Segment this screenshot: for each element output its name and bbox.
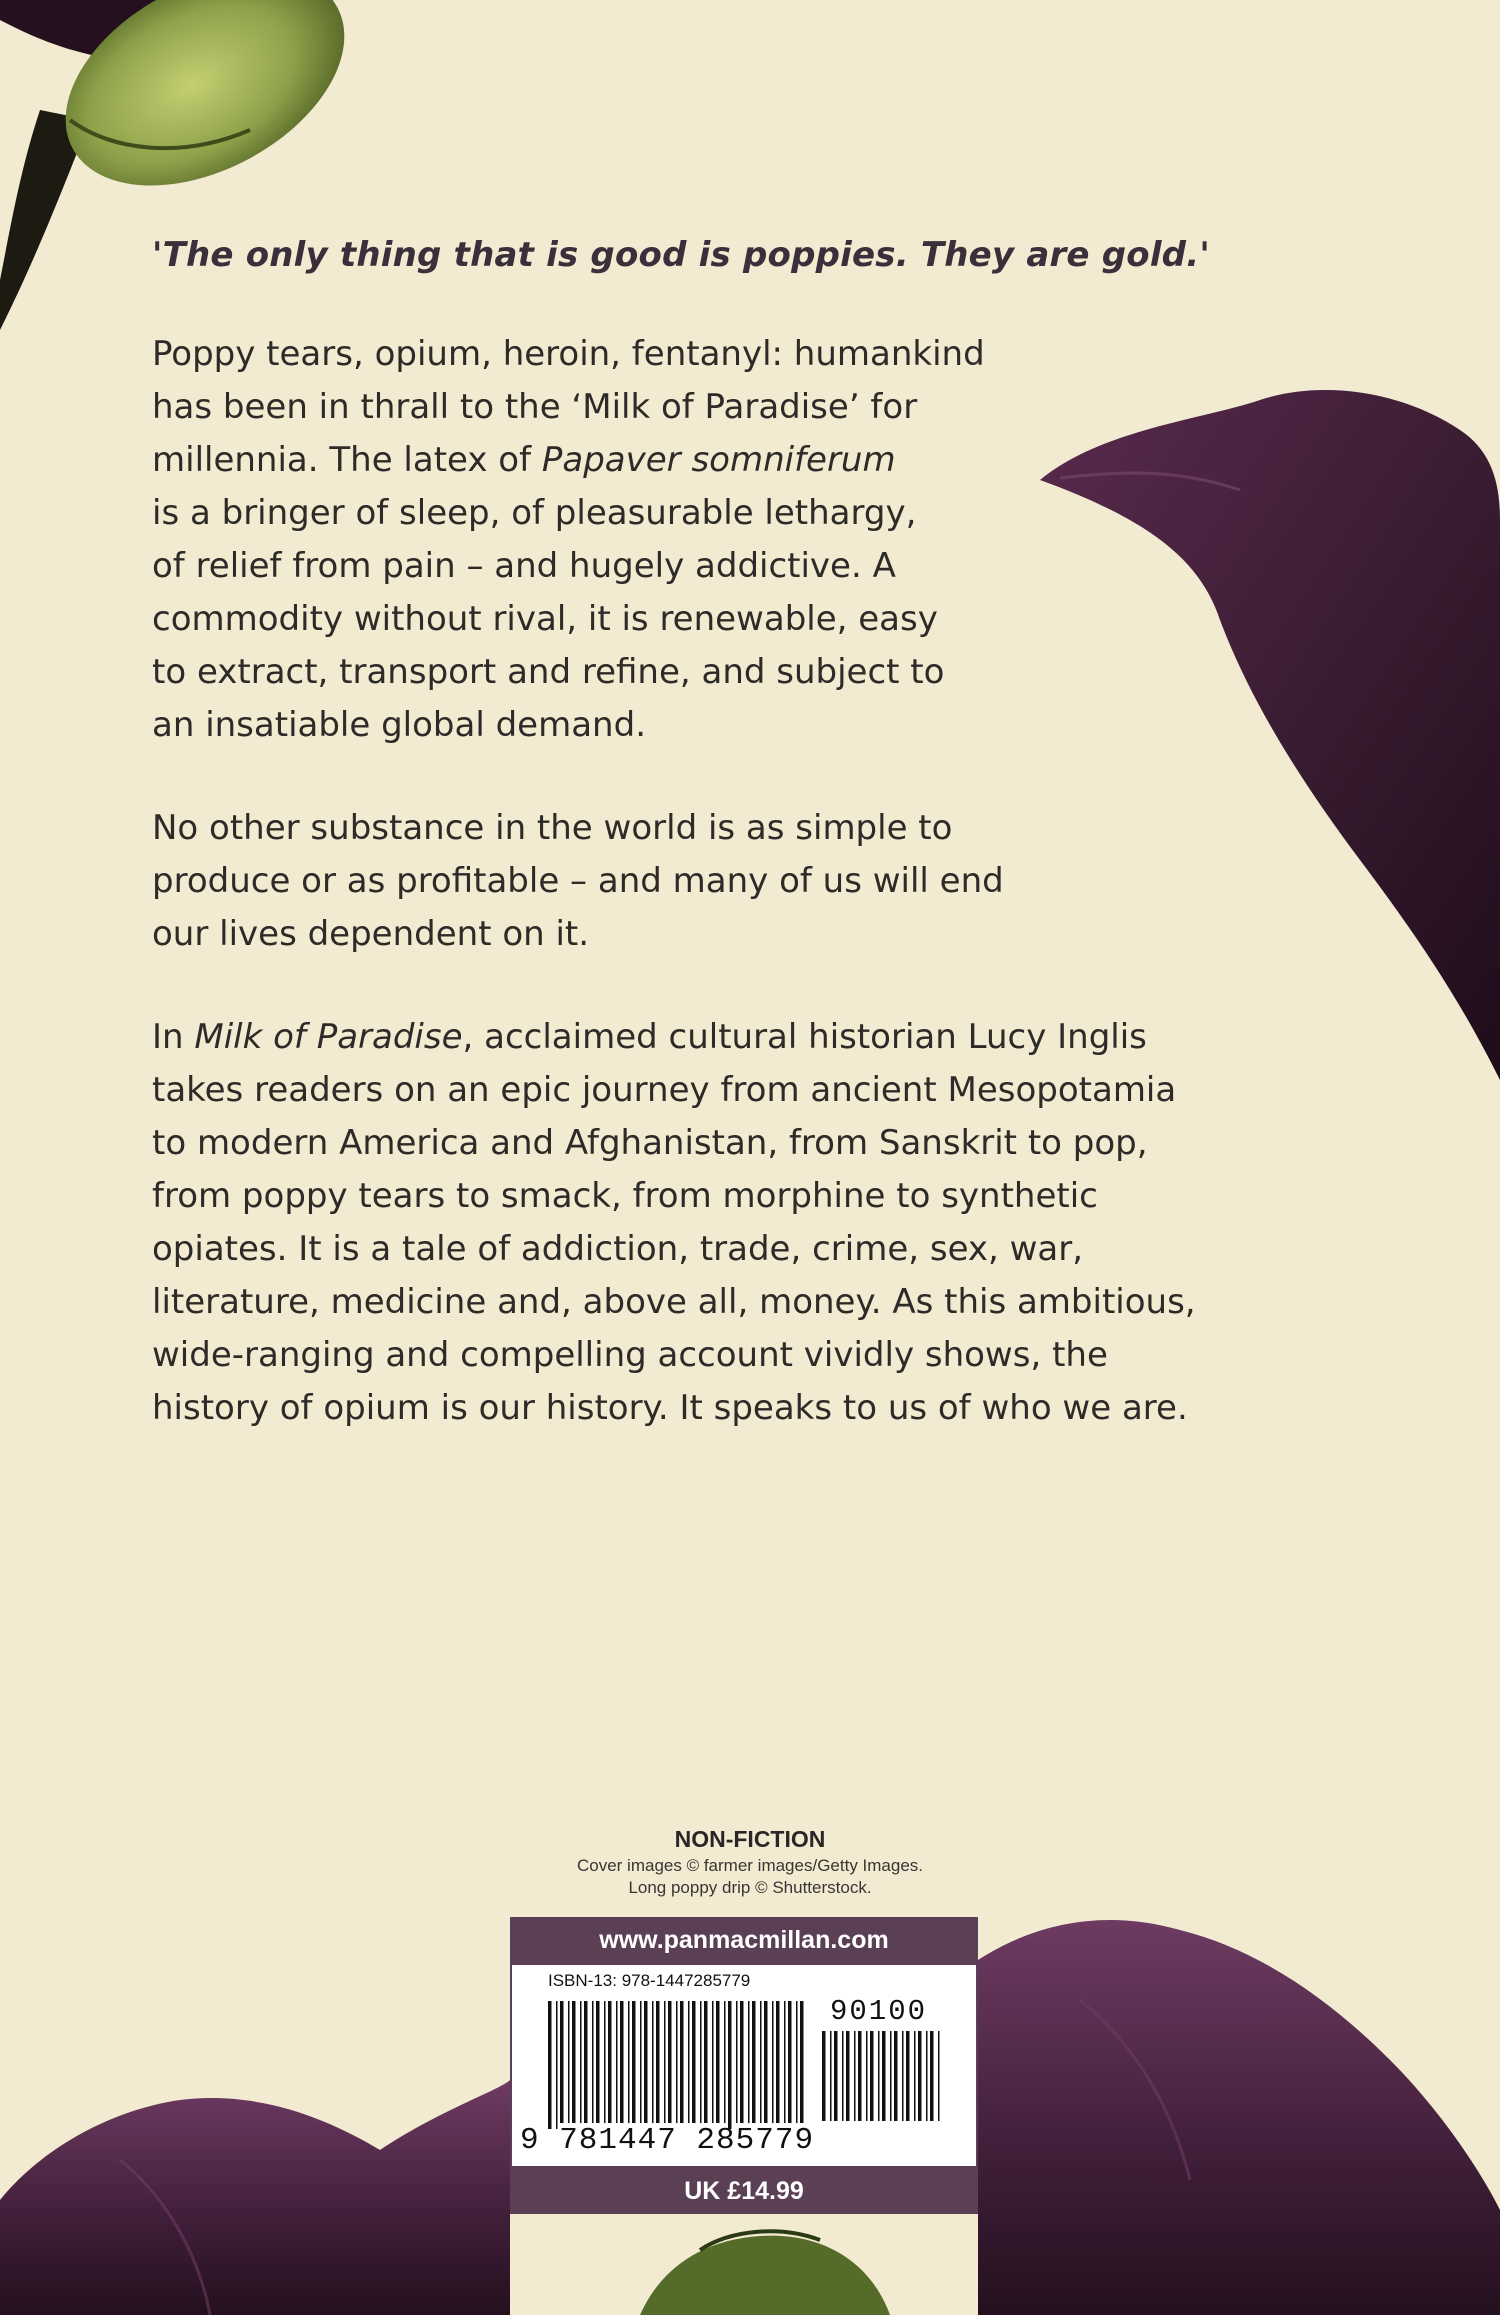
genre-label: NON-FICTION <box>674 1826 826 1852</box>
barcode-bar <box>688 2001 690 2123</box>
barcode-bar <box>604 2001 606 2123</box>
barcode-bar <box>560 2001 564 2123</box>
barcode-bar <box>736 2001 738 2123</box>
paragraph-2-line: our lives dependent on it. <box>152 914 590 954</box>
addon-digits: 90100 <box>830 1995 928 2028</box>
barcode-bar <box>700 2001 702 2123</box>
barcode-bar <box>882 2031 886 2121</box>
barcode-bar <box>716 2001 720 2123</box>
paragraph-3-line: from poppy tears to smack, from morphine to synthetic <box>152 1176 1098 1216</box>
image-credits <box>510 1855 990 1899</box>
paragraph-1-line: to extract, transport and refine, and subject to <box>152 652 945 692</box>
barcode-panel <box>510 1917 978 2217</box>
barcode-bar <box>616 2001 618 2123</box>
barcode-bar <box>854 2031 856 2121</box>
paragraph-1-line: Poppy tears, opium, heroin, fentanyl: humankind <box>152 334 985 374</box>
price: UK £14.99 <box>510 2168 978 2214</box>
barcode-bar <box>712 2001 714 2123</box>
barcode-bar <box>704 2001 708 2123</box>
paragraph-1 <box>152 328 1072 752</box>
barcode-bar <box>584 2001 588 2123</box>
barcode-bar <box>724 2001 726 2123</box>
barcode-bar <box>870 2031 874 2121</box>
barcode-bar <box>764 2001 768 2123</box>
paragraph-1-line: commodity without rival, it is renewable, easy <box>152 599 938 639</box>
barcode-bar <box>894 2031 898 2121</box>
barcode-bar <box>776 2001 780 2123</box>
paragraph-1-line: of relief from pain – and hugely addictive. A <box>152 546 896 586</box>
publisher-url[interactable]: www.panmacmillan.com <box>510 1917 978 1963</box>
barcode-icon <box>548 2001 808 2129</box>
paragraph-3-line: opiates. It is a tale of addiction, trade, crime, sex, war, <box>152 1229 1084 1269</box>
paragraph-3-line: literature, medicine and, above all, money. As this ambitious, <box>152 1282 1196 1322</box>
barcode-bar <box>822 2031 826 2121</box>
barcode-bar <box>656 2001 660 2123</box>
paragraph-2-line: produce or as profitable – and many of us will end <box>152 861 1004 901</box>
barcode-bar <box>748 2001 750 2123</box>
barcode-bar <box>878 2031 880 2121</box>
barcode-bar <box>938 2031 940 2121</box>
barcode-bar <box>772 2001 774 2123</box>
barcode-bar <box>796 2001 798 2123</box>
barcode-bar <box>906 2031 910 2121</box>
barcode-bar <box>556 2001 558 2129</box>
paragraph-3-line: history of opium is our history. It speaks to us of who we are. <box>152 1388 1188 1428</box>
paragraph-3-line: In <box>152 1017 195 1057</box>
barcode-bar <box>914 2031 916 2121</box>
barcode-bar <box>788 2001 792 2123</box>
paragraph-1-line: has been in thrall to the ‘Milk of Paradise’ for <box>152 387 918 427</box>
barcode-bar <box>834 2031 838 2121</box>
barcode-bar <box>608 2001 612 2123</box>
barcode-bar <box>728 2001 732 2129</box>
barcode-bar <box>596 2001 600 2123</box>
barcode-bar <box>740 2001 744 2123</box>
barcode-bar <box>784 2001 786 2123</box>
paragraph-1-line: millennia. The latex of <box>152 440 542 480</box>
credit-line: Cover images © farmer images/Getty Images. <box>576 1856 924 1875</box>
barcode-bar <box>592 2001 594 2123</box>
barcode-bar <box>760 2001 762 2123</box>
barcode-bar <box>918 2031 922 2121</box>
barcode-bar <box>752 2001 756 2123</box>
credit-line: Long poppy drip © Shutterstock. <box>628 1878 872 1897</box>
barcode-bar <box>572 2001 576 2123</box>
barcode-bar <box>692 2001 696 2123</box>
species-name: Papaver somniferum <box>541 440 896 480</box>
paragraph-3-line: , acclaimed cultural historian Lucy Inglis <box>462 1017 1147 1057</box>
barcode-bar <box>926 2031 928 2121</box>
barcode-bar <box>866 2031 868 2121</box>
paragraph-2-line: No other substance in the world is as simple to <box>152 808 953 848</box>
blurb <box>152 232 1292 1485</box>
barcode-bar <box>858 2031 862 2121</box>
barcode-bar <box>842 2031 844 2121</box>
barcode-bar <box>846 2031 850 2121</box>
paragraph-3-line: takes readers on an epic journey from ancient Mesopotamia <box>152 1070 1177 1110</box>
barcode-bar <box>640 2001 642 2123</box>
barcode-bar <box>548 2001 552 2129</box>
barcode-bar <box>668 2001 672 2123</box>
barcode-bar <box>644 2001 648 2123</box>
paragraph-2 <box>152 802 1102 961</box>
barcode-bar <box>930 2031 934 2121</box>
barcode-bar <box>902 2031 904 2121</box>
barcode-bar <box>676 2001 678 2123</box>
paragraph-3-line: wide-ranging and compelling account vividly shows, the <box>152 1335 1108 1375</box>
paragraph-3-line: to modern America and Afghanistan, from Sanskrit to pop, <box>152 1123 1148 1163</box>
barcode-bar <box>800 2001 804 2123</box>
pull-quote: 'The only thing that is good is poppies. They are gold.' <box>152 235 1210 275</box>
isbn-digits: 9 781447 285779 <box>520 2123 815 2158</box>
barcode-bar <box>568 2001 570 2123</box>
isbn-label: ISBN-13: 978-1447285779 <box>548 1971 751 1990</box>
paragraph-3 <box>152 1011 1292 1435</box>
barcode-bar <box>632 2001 636 2123</box>
barcode-bar <box>580 2001 582 2123</box>
barcode-bar <box>620 2001 624 2123</box>
barcode-bar <box>890 2031 892 2121</box>
barcode-box <box>510 1963 978 2168</box>
barcode-bar <box>664 2001 666 2123</box>
paragraph-1-line: an insatiable global demand. <box>152 705 646 745</box>
barcode-bar <box>680 2001 684 2123</box>
barcode-bar <box>830 2031 832 2121</box>
barcode-bar <box>628 2001 630 2123</box>
book-title: Milk of Paradise <box>194 1017 463 1057</box>
barcode-bar <box>652 2001 654 2123</box>
paragraph-1-line: is a bringer of sleep, of pleasurable lethargy, <box>152 493 917 533</box>
addon-barcode-icon <box>822 2031 940 2127</box>
